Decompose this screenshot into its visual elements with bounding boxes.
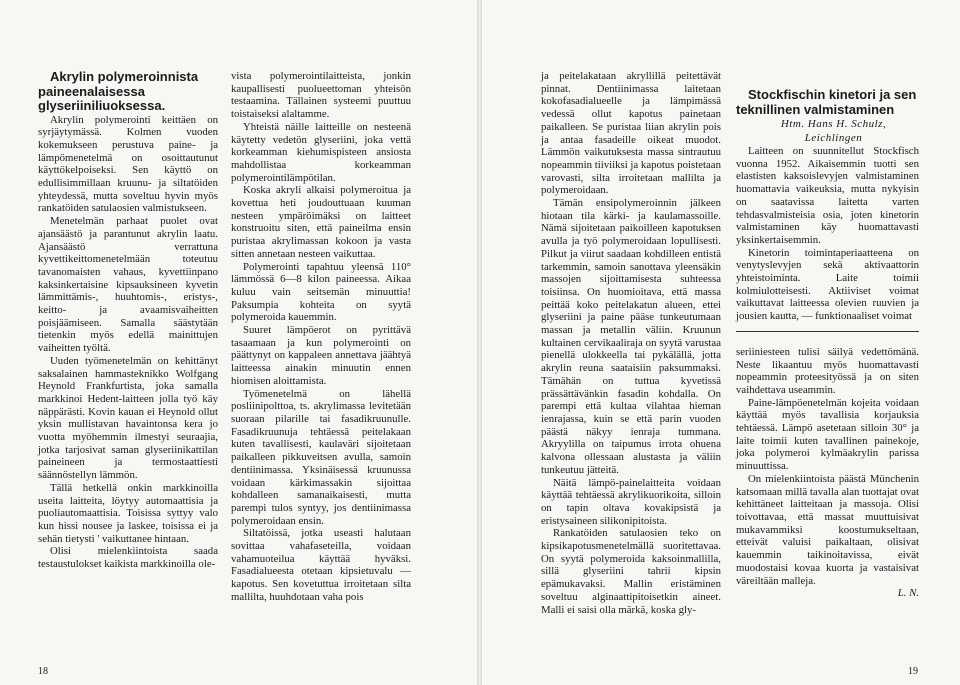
- column-4: [736, 88, 919, 600]
- paragraph: Suuret lämpöerot on pyrittävä tasaamaan ja kun polymerointi on päättynyt on kappaleen annettava jäähtyä laitteessa ainakin minuutin ennen hiomisen aloittamista.: [231, 324, 411, 387]
- page-number: 19: [908, 666, 918, 677]
- paragraph: Paine-lämpöenetelmän kojeita voidaan käyttää myös tavallisia korjauksia tehtäessä. Lämpö asetetaan silloin 30° ja laite toimii kuten tavallinen painekoje, joka polymeroi kylmäakrylin parissa minuuttissa.: [736, 396, 919, 473]
- paragraph: Tällä hetkellä onkin markkinoilla useita laitteita, löytyy automaattisia ja puoliautomaattisia. Toisissa syttyy valo kun hissi nousee ja laskee, toisissa ei ja sehän tietysti ' vaikuttanee hintaan.: [38, 481, 218, 545]
- paragraph: Työmenetelmä on lähellä posliinipolttoa, ts. akrylimassa levitetään suoraan pilarille tai fasadikruunulle. Fasadikruunuja tehtäessä peitelakaan kuten tavallisesti, kaulaväri sijoitetaan paikalleen pikkuveitsen avulla, samoin dentiinimassa. Yksinäisessä kruunussa voidaan kärkimassakin sijoittaa kohdalleen samanaikaisesti, mutta parempi tulos syntyy, jos dentiinimassa polymeroidaan ensin.: [231, 387, 411, 527]
- byline-author: Htm. Hans H. Schulz,: [780, 118, 887, 130]
- paragraph: Tämän ensipolymeroinnin jälkeen hiotaan tila kärki- ja kaulamassoille. Nämä sijoitetaan paikoilleen kapotuksen avulla ja työ polymeroidaan lopullisesti. Pilkut ja viirut saadaan kohdilleen entistä tarkemmin, samoin sanottava yleensäkin massojen sijoittamisesta suhteessa toisiinsa. On huomioitava, että massa peittää koko peitelakatun alueen, ettei glyseriini ja paine pääse tunkeutumaan massan ja metallin väliin. Kruunun kultainen cervikaaliraja on syytä varustaa pienellä ulokkeella tai pykälällä, jotta akrylin reuna saataisiin paksummaksi. Tämähän on tuttua kyvetissä prässättävänkin fasadin kohdalla. On parempi että kultaa vilahtaa hieman ienrajassa, kuin se että parin vuoden päästä näkyy ienraja tummana. Akryylilla on taipumus irrota ohuena kalvona ollessaan alustasta ja väliin tunkeutuu jätteitä.: [541, 197, 721, 476]
- paragraph: Näitä lämpö-painelaitteita voidaan käyttää tehtäessä akrylikuorikoita, silloin on tapin oltava kovakipsistä ja eristysaineen silikonipitoista.: [541, 476, 721, 527]
- paragraph: Uuden työmenetelmän on kehittänyt saksalainen hammasteknikko Wolfgang Heynold Frankfurtista, joka samalla markkinoi Hedent-laitteen jolla työ käy näppärästi. Kovin kauan ei Heynold ollut yksin mullistavan havaintonsa kera jo vuotta myöhemmin ilmestyi seuraajia, jotka tarjosivat saman glyseriinikattilan paineineen ja termostaattiesti säännöstellyn lämmön.: [38, 354, 218, 482]
- column-2: [231, 70, 411, 604]
- paragraph: Kinetorin toimintaperiaatteena on venytyslevyjen sekä aktivaattorin yhteistoiminta. Laite toimii kolmiulotteisesti. Aktiiviset voimat vaikuttavat laitteessa olevien ruuvien ja jousien kautta, — funktionaaliset voimat: [736, 246, 919, 323]
- paragraph: Laitteen on suunnitellut Stockfisch vuonna 1952. Aikaisemmin tuotti sen elastisten kaksoislevyjen valmistaminen huomattavia vaikeuksia, mutta nykyisin on saatavissa laitetta varten tehdasvalmisteisia osia, joten kinetorin valmistaminen käy huomattavasti yksinkertaisemmin.: [736, 145, 919, 246]
- paragraph: On mielenkiintoista päästä Münchenin katsomaan millä tavalla alan tuottajat ovat kehittäneet laitteitaan ja massoja. Olisi toivottavaa, että massat muuttuisivat mukavammiksi koostumukseltaan, etteivät valuisi paikaltaan, olisivat kauemmin taikinoitavissa, eivät muodostaisi kovaa kuorta ja vastaisivat väreiltään malleja.: [736, 472, 919, 587]
- paragraph: Koska akryli alkaisi polymeroitua ja kovettua heti joudouttuaan kuuman nesteen ympäröimäksi on laitteet konstruoitu siten, että paineilma ensin puristaa akrylimassan kokoon ja vasta sitten annetaan nesteen vaikuttaa.: [231, 184, 411, 260]
- right-page: [482, 0, 960, 685]
- paragraph: Siltatöissä, jotka useasti halutaan sovittaa vahafaseteilla, voidaan vahamuoteilua käyttää hyväksi. Fasadialueesta otetaan kipsietuvalu — kapotus. Sen kovetuttua irroitetaan silta mallilta, huuhdotaan vaha pois: [231, 527, 411, 603]
- paragraph: vista polymerointilaitteista, jonkin kaupallisesti puolueettoman yhteisön testaamina. Tällainen systeemi puuttuu toistaiseksi alaltamme.: [231, 70, 411, 121]
- paragraph: seriiniesteen tulisi säilyä vedettömänä. Neste likaantuu myös huomattavasti nopeammin proteesityössä ja on siten vaihdettava useammin.: [736, 345, 919, 396]
- paragraph: Yhteistä näille laitteille on nesteenä käytetty vedetön glyseriini, joka vettä korkeamman kiehumispisteen ansiosta mahdollistaa korkeamman polymerointilämpötilan.: [231, 120, 411, 184]
- section-rule: [736, 331, 919, 332]
- paragraph: Akrylin polymerointi keittäen on syrjäytymässä. Kolmen vuoden kokemukseen perustuva paine- ja lämpömenetelmä on osoittautunut käyttökelpoiseksi. Sen käyttö on edullisimmillaan kruunu- ja siltatöiden yhteydessä, mutta soveltuu hyvin myös rankatöiden satulaosien valmistukseen.: [38, 113, 218, 215]
- paragraph: Menetelmän parhaat puolet ovat ajansäästö ja parantunut akrylin laatu. Ajansäästö verrattuna kyvettikeittomenetelmään toteutuu tavanomaisten vahaus, kyvettiinpano kaksinkertaisine kipsauksineen kyvetin lämmittämis-, huuhtomis-, eristys-, keitto- ja avaamisvaiheitten poisjäämiseen. Samalla säästytään tietenkin myös edellä mainittujen vaiheitten työltä.: [38, 215, 218, 355]
- byline-location: Leichlingen: [804, 132, 863, 144]
- left-page: [0, 0, 478, 685]
- page-number: 18: [38, 666, 48, 677]
- paragraph: Polymerointi tapahtuu yleensä 110° lämmössä 6—8 kilon paineessa. Aikaa kuluu vain seitsemän minuuttia! Paksumpia kohteita on syytä polymeroida kauemmin.: [231, 260, 411, 324]
- article-heading: Stockfischin kinetori ja sen teknillinen valmistaminen: [736, 87, 917, 117]
- signature: L. N.: [897, 587, 919, 600]
- paragraph: ja peitelakataan akryllillä peitettävät pinnat. Dentiinimassa laitetaan kokofasadialueelle ja lämpimässä vedessä ollut kapotus painetaan paikalleen. Se puristaa liian akrylin pois ja antaa fasadeille oikeat muodot. Lämmön vaikutuksesta massa sintrautuu nopeammin tiiviiksi ja kapotus poistetaan varovasti, silta irroitetaan mallilta ja polymeroidaan.: [541, 70, 721, 197]
- paragraph: Rankatöiden satulaosien teko on kipsikapotusmenetelmällä suoritettavaa. On syytä polymeroida kaksoinmallilla, sillä glyseriini tahrii kipsin epämukavaksi. Mallin eristäminen soveltuu alginaattipitoisetkin aineet. Malli ei saisi olla märkä, koska gly-: [541, 527, 721, 616]
- article-heading: Akrylin polymeroinnista paineenalaisessa glyseriiniliuoksessa.: [38, 69, 199, 113]
- column-3: [541, 70, 721, 616]
- column-1: [38, 70, 218, 571]
- paragraph: Olisi mielenkiintoista saada testaustulokset kaikista markkinoilla ole-: [38, 545, 218, 571]
